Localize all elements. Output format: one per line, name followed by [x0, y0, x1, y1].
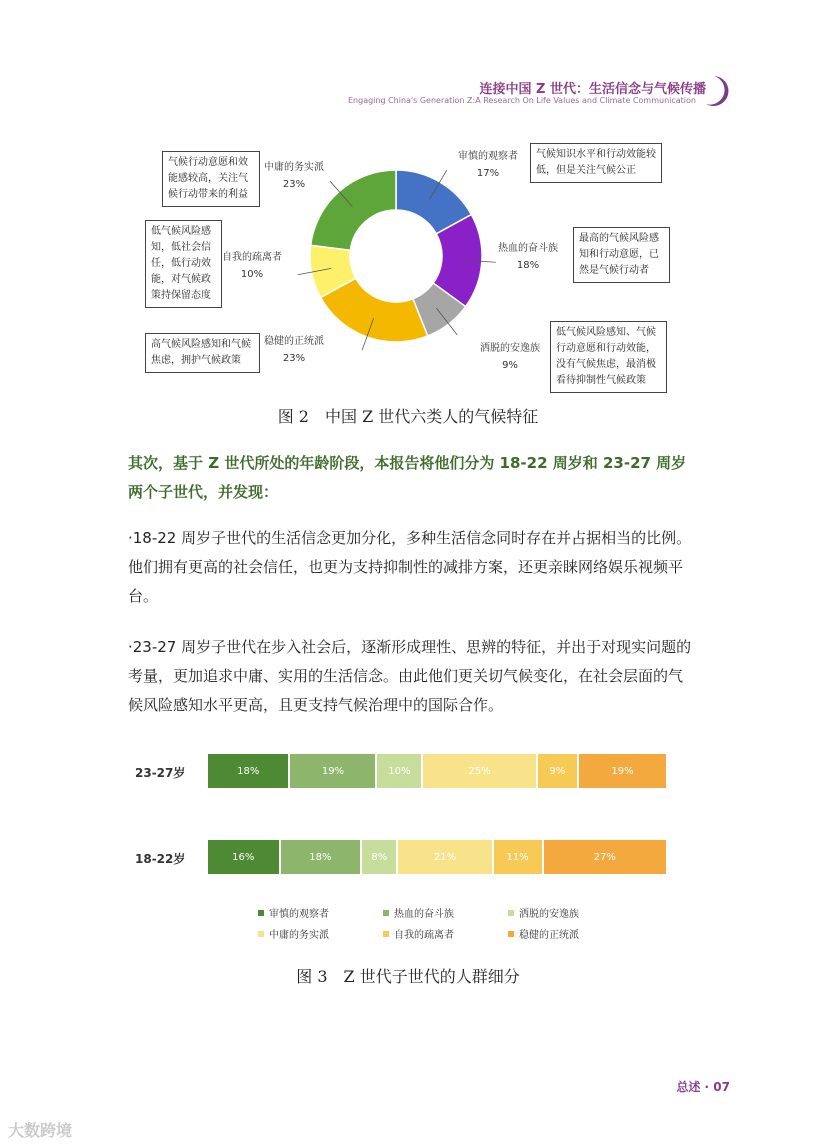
bar-row-label-23-27: 23-27岁: [135, 766, 186, 780]
legend-item-0: [258, 905, 383, 920]
legend-label-3: 中庸的务实派: [269, 930, 329, 941]
intro-paragraph: 其次，基于 Z 世代所处的年龄阶段，本报告将他们分为 18-22 周岁和 23-27 周岁两个子世代，并发现：: [128, 454, 687, 501]
pie-label-observer: 审慎的观察者 17%: [458, 151, 518, 179]
legend-item-2: [508, 905, 618, 920]
running-header-subtitle: Engaging China's Generation Z:A Research On Life Values and Climate Communication: [348, 96, 696, 105]
bar-row-label-18-22: 18-22岁: [135, 852, 186, 866]
page-footer: 总述 · 07: [676, 1080, 730, 1094]
pie-label-carefree: 洒脱的安逸族 9%: [480, 343, 540, 371]
legend-swatch-4: [383, 931, 389, 937]
pie-label-striver: 热血的奋斗族 18%: [498, 243, 558, 271]
note-box-striver: 最高的气候风险感知和行动意愿，已然是气候行动者: [573, 227, 670, 283]
stacked-bar-23-27: [208, 754, 666, 788]
bar-segment-1-5: 27%: [544, 840, 666, 874]
bar-segment-0-4: 9%: [538, 754, 579, 788]
legend-swatch-2: [508, 910, 514, 916]
legend-swatch-1: [383, 910, 389, 916]
legend-label-1: 热血的奋斗族: [394, 909, 454, 920]
paragraph-23-27: ·23-27 周岁子世代在步入社会后，逐渐形成理性、思辨的特征，并出于对现实问题的考量，更加追求中庸、实用的生活信念。由此他们更关切气候变化，在社会层面的气候风险感知水平更高，且更支持气候治理中的国际合作。: [128, 638, 692, 714]
running-header-title: 连接中国 Z 世代：生活信念与气候传播: [479, 82, 706, 97]
legend-label-4: 自我的疏离者: [394, 930, 454, 941]
bar-segment-1-1: 18%: [281, 840, 363, 874]
legend-item-1: [383, 905, 508, 920]
bar-segment-0-1: 19%: [290, 754, 377, 788]
paragraph-18-22: ·18-22 周岁子世代的生活信念更加分化，多种生活信念同时存在并占据相当的比例。他们拥有更高的社会信任，也更为支持抑制性的减排方案，还更亲睐网络娱乐视频平台。: [128, 529, 692, 605]
figure-2-caption: 图 2 中国 Z 世代六类人的气候特征: [277, 407, 539, 426]
bar-segment-1-3: 21%: [398, 840, 493, 874]
legend-swatch-5: [508, 931, 514, 937]
bar-segment-0-2: 10%: [377, 754, 423, 788]
legend-label-0: 审慎的观察者: [269, 909, 329, 920]
legend-item-3: [258, 926, 383, 941]
bar-segment-0-0: 18%: [208, 754, 290, 788]
legend-swatch-0: [258, 910, 264, 916]
legend-label-5: 稳健的正统派: [519, 930, 579, 941]
bar-segment-1-2: 8%: [362, 840, 398, 874]
legend-item-5: [508, 926, 618, 941]
pie-label-pragmatist: 中庸的务实派 23%: [264, 162, 324, 190]
bar-segment-0-5: 19%: [579, 754, 666, 788]
donut-chart: [0, 0, 816, 400]
bar-segment-1-4: 11%: [494, 840, 544, 874]
watermark-logo: 大数跨境: [8, 1121, 73, 1140]
figure-3-caption: 图 3 Z 世代子世代的人群细分: [296, 967, 520, 986]
legend-item-4: [383, 926, 508, 941]
legend-swatch-3: [258, 931, 264, 937]
pie-label-orthodox: 稳健的正统派 23%: [264, 336, 324, 364]
bar-segment-1-0: 16%: [208, 840, 281, 874]
note-box-detached: 低气候风险感知，低社会信任，低行动效能，对气候政策持保留态度: [145, 220, 222, 308]
bar-chart-legend: [258, 905, 618, 941]
bar-segment-0-3: 25%: [423, 754, 538, 788]
legend-label-2: 洒脱的安逸族: [519, 909, 579, 920]
pie-label-detached: 自我的疏离者 10%: [222, 252, 282, 280]
note-box-observer: 气候知识水平和行动效能较低，但是关注气候公正: [530, 143, 662, 183]
note-box-pragmatist: 气候行动意愿和效能感较高，关注气候行动带来的利益: [162, 151, 260, 207]
note-box-orthodox: 高气候风险感知和气候焦虑，拥护气候政策: [145, 333, 260, 373]
note-box-carefree: 低气候风险感知、气候行动意愿和行动效能，没有气候焦虑，最消极看待抑制性气候政策: [550, 321, 667, 393]
stacked-bar-18-22: [208, 840, 666, 874]
